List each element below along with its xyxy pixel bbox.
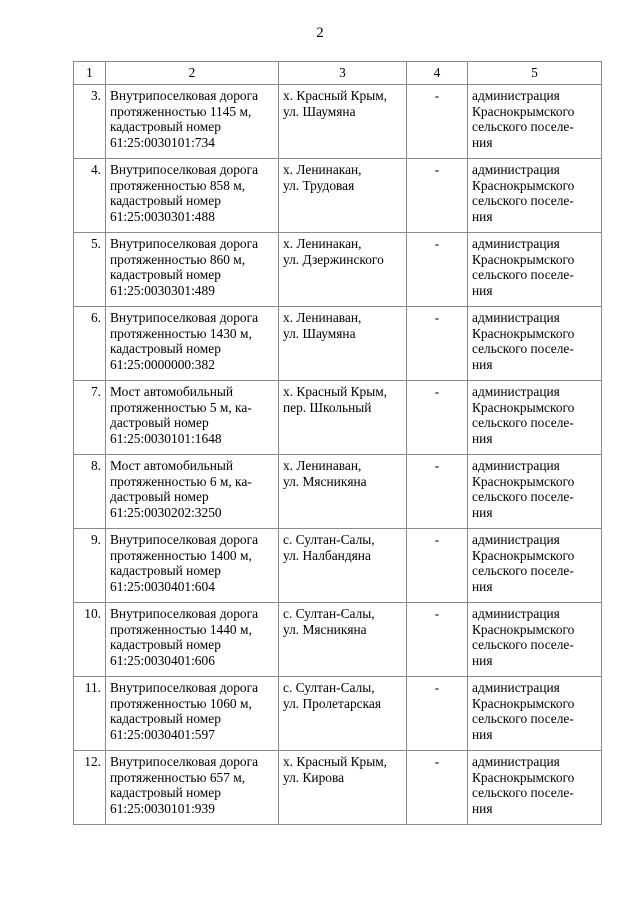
object-line: протяженностью 657 м,	[110, 769, 246, 785]
row-number: 6.	[74, 307, 106, 381]
object-line: 61:25:0030202:3250	[110, 504, 222, 520]
object-line: 61:25:0030101:939	[110, 800, 215, 816]
object-description	[106, 677, 279, 751]
column-4-value: -	[407, 455, 468, 529]
holder-line: Краснокрымского	[472, 325, 575, 341]
holder-line: Краснокрымского	[472, 177, 575, 193]
holder-line: администрация	[472, 384, 560, 399]
row-number: 5.	[74, 233, 106, 307]
object-line: Внутрипоселковая дорога	[110, 162, 259, 177]
object-line: кадастровый номер	[110, 785, 221, 801]
location-line: пер. Школьный	[283, 399, 372, 415]
object-location	[279, 529, 407, 603]
column-4-value: -	[407, 603, 468, 677]
object-description	[106, 85, 279, 159]
holder-line: ния	[472, 208, 493, 224]
holder-line: администрация	[472, 458, 560, 473]
table-row	[74, 85, 602, 159]
object-location	[279, 159, 407, 233]
location-line: с. Султан-Салы,	[283, 606, 375, 621]
holder-name	[468, 529, 602, 603]
object-line: 61:25:0030101:1648	[110, 430, 222, 446]
object-location	[279, 603, 407, 677]
table-row	[74, 677, 602, 751]
location-line: ул. Трудовая	[283, 177, 355, 193]
holder-line: Краснокрымского	[472, 695, 575, 711]
location-line: ул. Налбандяна	[283, 547, 371, 563]
row-number: 8.	[74, 455, 106, 529]
object-line: 61:25:0030301:488	[110, 208, 215, 224]
object-line: Внутрипоселковая дорога	[110, 236, 259, 251]
holder-line: администрация	[472, 310, 560, 325]
holder-line: ния	[472, 430, 493, 446]
object-line: протяженностью 1440 м,	[110, 621, 252, 637]
object-location	[279, 677, 407, 751]
holder-name	[468, 233, 602, 307]
holder-name	[468, 85, 602, 159]
holder-line: сельского поселе-	[472, 563, 574, 579]
location-line: х. Ленинаван,	[283, 458, 362, 473]
object-line: протяженностью 1145 м,	[110, 103, 252, 119]
holder-line: ния	[472, 282, 493, 298]
object-location	[279, 85, 407, 159]
location-line: с. Султан-Салы,	[283, 532, 375, 547]
object-line: Внутрипоселковая дорога	[110, 680, 259, 695]
holder-line: ния	[472, 504, 493, 520]
object-location	[279, 751, 407, 825]
holder-line: Краснокрымского	[472, 769, 575, 785]
header-col-4: 4	[407, 62, 468, 85]
object-description	[106, 233, 279, 307]
column-4-value: -	[407, 677, 468, 751]
header-col-3: 3	[279, 62, 407, 85]
location-line: ул. Пролетарская	[283, 695, 381, 711]
object-description	[106, 603, 279, 677]
holder-line: ния	[472, 578, 493, 594]
holder-line: сельского поселе-	[472, 341, 574, 357]
object-description	[106, 751, 279, 825]
holder-line: администрация	[472, 680, 560, 695]
holder-line: Краснокрымского	[472, 621, 575, 637]
object-description	[106, 529, 279, 603]
holder-line: администрация	[472, 532, 560, 547]
column-4-value: -	[407, 307, 468, 381]
row-number: 7.	[74, 381, 106, 455]
object-line: 61:25:0030401:606	[110, 652, 215, 668]
object-description	[106, 159, 279, 233]
column-4-value: -	[407, 529, 468, 603]
holder-line: сельского поселе-	[472, 119, 574, 135]
location-line: х. Ленинаван,	[283, 310, 362, 325]
object-line: Внутрипоселковая дорога	[110, 754, 259, 769]
holder-line: ния	[472, 356, 493, 372]
holder-name	[468, 677, 602, 751]
location-line: ул. Мясникяна	[283, 473, 367, 489]
object-line: кадастровый номер	[110, 637, 221, 653]
location-line: х. Ленинакан,	[283, 162, 362, 177]
table-row	[74, 603, 602, 677]
column-4-value: -	[407, 751, 468, 825]
location-line: х. Красный Крым,	[283, 384, 388, 399]
table-row	[74, 529, 602, 603]
table-body	[74, 85, 602, 825]
page-number: 2	[316, 25, 324, 41]
holder-line: Краснокрымского	[472, 103, 575, 119]
location-line: х. Красный Крым,	[283, 754, 388, 769]
object-line: кадастровый номер	[110, 267, 221, 283]
object-line: Мост автомобильный	[110, 458, 234, 473]
object-location	[279, 381, 407, 455]
holder-line: сельского поселе-	[472, 267, 574, 283]
object-line: Внутрипоселковая дорога	[110, 606, 259, 621]
header-row	[74, 62, 602, 85]
object-line: Внутрипоселковая дорога	[110, 532, 259, 547]
row-number: 12.	[74, 751, 106, 825]
object-line: 61:25:0030401:604	[110, 578, 215, 594]
location-line: х. Ленинакан,	[283, 236, 362, 251]
header-col-5: 5	[468, 62, 602, 85]
object-line: протяженностью 1060 м,	[110, 695, 252, 711]
column-4-value: -	[407, 381, 468, 455]
object-line: Мост автомобильный	[110, 384, 234, 399]
holder-name	[468, 159, 602, 233]
holder-line: ния	[472, 134, 493, 150]
object-line: протяженностью 860 м,	[110, 251, 246, 267]
column-4-value: -	[407, 233, 468, 307]
object-line: 61:25:0000000:382	[110, 356, 215, 372]
location-line: х. Красный Крым,	[283, 88, 388, 103]
location-line: ул. Мясникяна	[283, 621, 367, 637]
holder-line: администрация	[472, 236, 560, 251]
object-line: дастровый номер	[110, 415, 209, 431]
object-line: Внутрипоселковая дорога	[110, 88, 259, 103]
object-description	[106, 455, 279, 529]
holder-line: сельского поселе-	[472, 711, 574, 727]
holder-line: ния	[472, 726, 493, 742]
object-location	[279, 233, 407, 307]
object-line: кадастровый номер	[110, 193, 221, 209]
table-row	[74, 381, 602, 455]
object-description	[106, 307, 279, 381]
location-line: с. Султан-Салы,	[283, 680, 375, 695]
header-col-1: 1	[74, 62, 106, 85]
table-row	[74, 751, 602, 825]
holder-name	[468, 455, 602, 529]
row-number: 9.	[74, 529, 106, 603]
object-line: кадастровый номер	[110, 119, 221, 135]
holder-line: сельского поселе-	[472, 193, 574, 209]
object-line: 61:25:0030101:734	[110, 134, 215, 150]
object-location	[279, 455, 407, 529]
holder-line: Краснокрымского	[472, 251, 575, 267]
object-line: 61:25:0030301:489	[110, 282, 215, 298]
holder-line: Краснокрымского	[472, 473, 575, 489]
holder-line: сельского поселе-	[472, 489, 574, 505]
header-col-2: 2	[106, 62, 279, 85]
column-4-value: -	[407, 159, 468, 233]
object-description	[106, 381, 279, 455]
holder-line: ния	[472, 652, 493, 668]
row-number: 4.	[74, 159, 106, 233]
holder-line: сельского поселе-	[472, 637, 574, 653]
object-line: протяженностью 1400 м,	[110, 547, 252, 563]
object-line: протяженностью 858 м,	[110, 177, 246, 193]
holder-line: ния	[472, 800, 493, 816]
holder-line: Краснокрымского	[472, 547, 575, 563]
object-location	[279, 307, 407, 381]
holder-line: администрация	[472, 88, 560, 103]
object-line: 61:25:0030401:597	[110, 726, 215, 742]
holder-line: администрация	[472, 606, 560, 621]
object-line: кадастровый номер	[110, 563, 221, 579]
location-line: ул. Дзержинского	[283, 251, 384, 267]
location-line: ул. Кирова	[283, 769, 345, 785]
table-row	[74, 455, 602, 529]
location-line: ул. Шаумяна	[283, 325, 356, 341]
holder-name	[468, 751, 602, 825]
location-line: ул. Шаумяна	[283, 103, 356, 119]
object-line: протяженностью 1430 м,	[110, 325, 252, 341]
holder-line: сельского поселе-	[472, 415, 574, 431]
table-row	[74, 159, 602, 233]
object-line: кадастровый номер	[110, 711, 221, 727]
object-line: Внутрипоселковая дорога	[110, 310, 259, 325]
property-table	[73, 61, 602, 825]
table-row	[74, 307, 602, 381]
holder-line: сельского поселе-	[472, 785, 574, 801]
holder-line: администрация	[472, 162, 560, 177]
row-number: 11.	[74, 677, 106, 751]
row-number: 3.	[74, 85, 106, 159]
row-number: 10.	[74, 603, 106, 677]
object-line: протяженностью 6 м, ка-	[110, 473, 252, 489]
holder-line: Краснокрымского	[472, 399, 575, 415]
object-line: протяженностью 5 м, ка-	[110, 399, 252, 415]
object-line: кадастровый номер	[110, 341, 221, 357]
table-row	[74, 233, 602, 307]
object-line: дастровый номер	[110, 489, 209, 505]
holder-line: администрация	[472, 754, 560, 769]
column-4-value: -	[407, 85, 468, 159]
holder-name	[468, 603, 602, 677]
holder-name	[468, 307, 602, 381]
holder-name	[468, 381, 602, 455]
